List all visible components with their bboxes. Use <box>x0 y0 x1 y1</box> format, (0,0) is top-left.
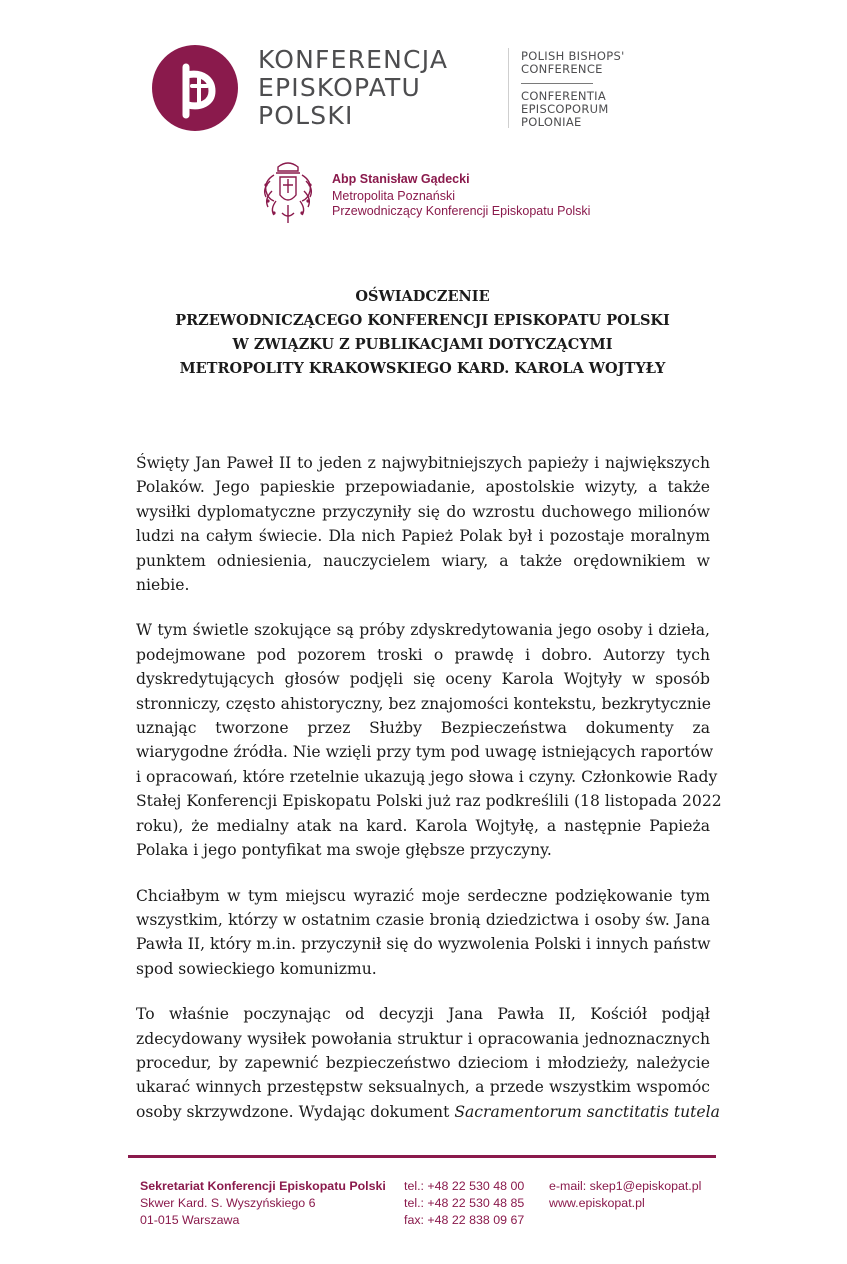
logo-english-name <box>521 50 625 76</box>
footer-tel-2: tel.: +48 22 530 48 85 <box>404 1196 525 1210</box>
logo-line-2: EPISKOPATU <box>258 73 422 102</box>
text-line: procedur, by zapewnić bezpieczeństwo dzieciom i młodzieży, należycie <box>136 1053 710 1072</box>
paragraph-2 <box>136 618 722 862</box>
text-line: W tym świetle szokujące są próby zdyskredytowania jego osoby i dzieła, <box>136 621 710 640</box>
text-line: spod sowieckiego komunizmu. <box>136 959 377 978</box>
footer-fax: fax: +48 22 838 09 67 <box>404 1213 525 1227</box>
text-line: To właśnie poczynając od decyzji Jana Pawła II, Kościół podjął <box>136 1005 710 1024</box>
conference-logo-icon <box>152 45 238 131</box>
text-line: dyskredytujących głosów podjęli się oceny Karola Wojtyły w sposób <box>136 670 710 689</box>
paragraph-3 <box>136 884 710 982</box>
title-line-1: OŚWIADCZENIE <box>355 288 490 305</box>
text-line: ludzi na całym świecie. Dla nich Papież Polak był i pozostaje moralnym <box>136 527 710 546</box>
paragraph-1 <box>136 451 710 597</box>
text-line: punktem odniesienia, nauczycielem wiary, a także orędownikiem w <box>136 551 710 570</box>
footer-city: 01-015 Warszawa <box>140 1213 240 1227</box>
coat-of-arms-icon <box>258 157 318 227</box>
logo-en-line-2: CONFERENCE <box>521 62 603 76</box>
logo-latin-name <box>521 90 609 129</box>
footer-rule <box>128 1155 716 1158</box>
text-line: ukarać winnych przestępstw seksualnych, a przede wszystkim wspomóc <box>136 1078 710 1097</box>
logo-wordmark <box>258 46 448 130</box>
logo-line-1: KONFERENCJA <box>258 45 449 74</box>
footer-email[interactable]: e-mail: skep1@episkopat.pl <box>549 1179 702 1193</box>
text-line: uznając tworzone przez Służby Bezpieczeństwa dokumenty za <box>136 719 710 738</box>
text-line: Polaków. Jego papieskie przepowiadanie, apostolskie wizyty, a także <box>136 478 710 497</box>
text-line: zdecydowany wysiłek powołania struktur i opracowania jednoznacznych <box>136 1029 710 1048</box>
archbishop-name: Abp Stanisław Gądecki <box>332 172 470 186</box>
footer-address <box>140 1178 386 1229</box>
text-line: wiarygodne źródła. Nie wzięli przy tym pod uwagę istniejących raportów <box>136 743 714 762</box>
text-line: i opracowań, które rzetelnie ukazują jego słowa i czyny. Członkowie Rady <box>136 767 718 786</box>
text-line: wszystkim, którzy w ostatnim czasie bronią dziedzictwa i osoby św. Jana <box>136 910 710 929</box>
logo-la-line-1: CONFERENTIA <box>521 89 607 103</box>
logo-line-3: POLSKI <box>258 101 354 130</box>
title-line-2: PRZEWODNICZĄCEGO KONFERENCJI EPISKOPATU POLSKI <box>175 312 670 329</box>
text-line: Stałej Konferencji Episkopatu Polski już raz podkreślili (18 listopada 2022 <box>136 792 722 811</box>
archbishop-title-1: Metropolita Poznański <box>332 189 455 203</box>
text-line: Pawła II, który m.in. przyczynił się do wyzwolenia Polski i innych państw <box>136 935 711 954</box>
text-line: stronniczy, często ahistoryczny, bez znajomości kontekstu, bezkrytycznie <box>136 694 711 713</box>
logo-side-rule <box>521 83 593 84</box>
text-line: Święty Jan Paweł II to jeden z najwybitniejszych papieży i największych <box>136 454 710 472</box>
footer-phones <box>404 1178 524 1229</box>
text-line: podejmowane pod pozorem troski o prawdę i dobro. Autorzy tych <box>136 645 710 664</box>
final-line-text: osoby skrzywdzone. Wydając dokument <box>136 1102 455 1121</box>
text-line: Chciałbym w tym miejscu wyrazić moje serdeczne podziękowanie tym <box>136 886 710 905</box>
footer-org: Sekretariat Konferencji Episkopatu Polski <box>140 1179 386 1193</box>
footer-tel-1: tel.: +48 22 530 48 00 <box>404 1179 525 1193</box>
logo-la-line-2: EPISCOPORUM <box>521 102 609 116</box>
footer-website[interactable]: www.episkopat.pl <box>549 1196 645 1210</box>
archbishop-title-2: Przewodniczący Konferencji Episkopatu Polski <box>332 204 591 218</box>
text-line: niebie. <box>136 576 190 595</box>
paragraph-4 <box>136 1002 720 1124</box>
footer-contact <box>549 1178 701 1212</box>
document-name-italic: Sacramentorum sanctitatis tutela <box>454 1102 720 1121</box>
title-line-4: METROPOLITY KRAKOWSKIEGO KARD. KAROLA WOJTYŁY <box>179 360 666 377</box>
logo-en-line-1: POLISH BISHOPS' <box>521 49 625 63</box>
title-line-3: W ZWIĄZKU Z PUBLIKACJAMI DOTYCZĄCYMI <box>232 336 613 353</box>
logo-la-line-3: POLONIAE <box>521 115 582 129</box>
document-title <box>100 285 745 381</box>
text-line-final <box>136 1100 720 1124</box>
footer-street: Skwer Kard. S. Wyszyńskiego 6 <box>140 1196 316 1210</box>
document-body <box>136 451 722 1145</box>
text-line: roku), że medialny atak na kard. Karola Wojtyłę, a następnie Papieża <box>136 816 710 835</box>
text-line: Polaka i jego pontyfikat ma swoje głębsze przyczyny. <box>136 841 552 860</box>
text-line: wysiłki dyplomatyczne przyczyniły się do wzrostu duchowego milionów <box>136 502 710 521</box>
logo-divider <box>508 48 509 128</box>
